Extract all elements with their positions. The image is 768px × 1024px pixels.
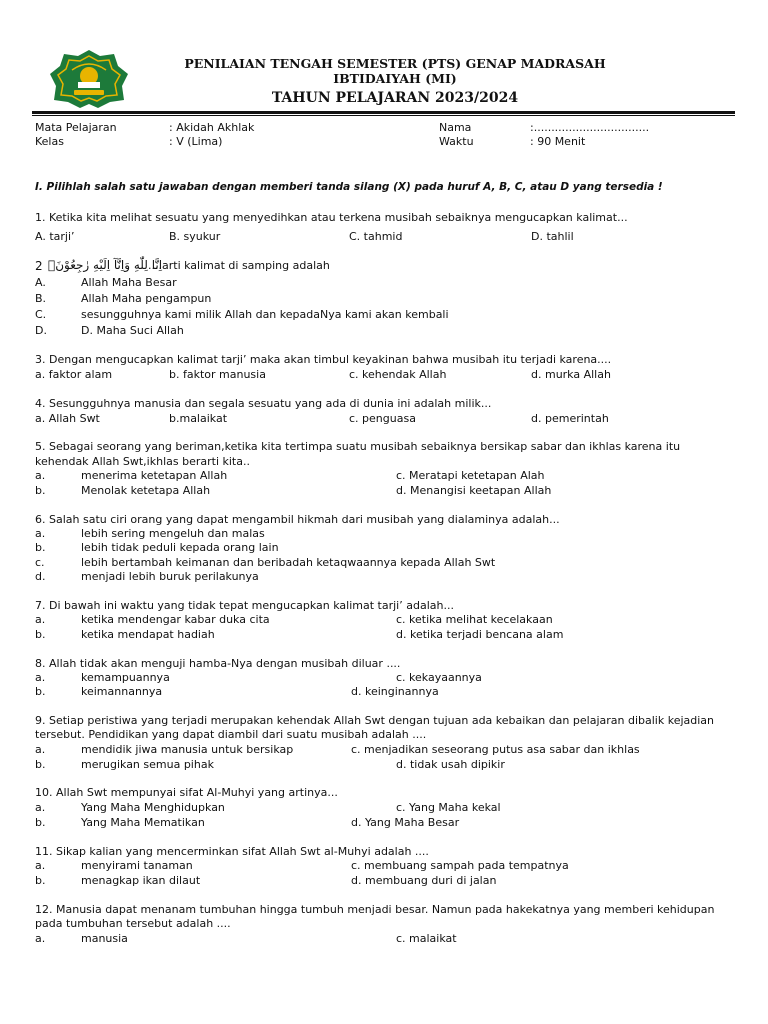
q7-option-d[interactable]: d. ketika terjadi bencana alam xyxy=(396,628,564,641)
q7-letter-a: a. xyxy=(35,613,46,626)
question-5-text-line1: 5. Sebagai seorang yang beriman,ketika kita tertimpa suatu musibah sebaiknya bersikap sabar dan ikhlas karena itu xyxy=(35,440,681,453)
q1-option-c[interactable]: C. tahmid xyxy=(349,230,403,243)
subject-label: Mata Pelajaran xyxy=(35,121,117,134)
q11-option-c[interactable]: c. membuang sampah pada tempatnya xyxy=(351,859,569,872)
q8-option-a[interactable]: kemampuannya xyxy=(81,671,170,684)
q6-letter-d: d. xyxy=(35,570,46,583)
q11-option-d[interactable]: d. membuang duri di jalan xyxy=(351,874,497,887)
q2-letter-a: A. xyxy=(35,276,46,289)
q3-option-b[interactable]: b. faktor manusia xyxy=(169,368,266,381)
question-2-text: ....arti kalimat di samping adalah xyxy=(148,259,330,272)
q9-option-d[interactable]: d. tidak usah dipikir xyxy=(396,758,505,771)
question-12-text-line2: pada tumbuhan tersebut adalah .... xyxy=(35,917,231,930)
q4-option-c[interactable]: c. penguasa xyxy=(349,412,416,425)
q7-letter-b: b. xyxy=(35,628,46,641)
q6-letter-a: a. xyxy=(35,527,46,540)
q5-option-d[interactable]: d. Menangisi keetapan Allah xyxy=(396,484,552,497)
class-label: Kelas xyxy=(35,135,64,148)
q7-option-c[interactable]: c. ketika melihat kecelakaan xyxy=(396,613,553,626)
question-11-text: 11. Sikap kalian yang mencerminkan sifat Allah Swt al-Muhyi adalah .... xyxy=(35,845,429,858)
q2-option-b[interactable]: Allah Maha pengampun xyxy=(81,292,212,305)
question-9-text-line1: 9. Setiap peristiwa yang terjadi merupakan kehendak Allah Swt dengan tujuan ada kebaikan dan pelajaran dibalik kejadian xyxy=(35,714,715,727)
q1-option-b[interactable]: B. syukur xyxy=(169,230,221,243)
exam-title-year: TAHUN PELAJARAN 2023/2024 xyxy=(271,90,519,106)
q10-option-c[interactable]: c. Yang Maha kekal xyxy=(396,801,501,814)
q11-letter-b: b. xyxy=(35,874,46,887)
kemenag-emblem-icon xyxy=(48,48,130,108)
header-rule-thick xyxy=(32,111,735,114)
q6-option-a[interactable]: lebih sering mengeluh dan malas xyxy=(81,527,265,540)
question-4-text: 4. Sesungguhnya manusia dan segala sesuatu yang ada di dunia ini adalah milik... xyxy=(35,397,492,410)
question-6-text: 6. Salah satu ciri orang yang dapat mengambil hikmah dari musibah yang dialaminya adalah... xyxy=(35,513,560,526)
q10-letter-a: a. xyxy=(35,801,46,814)
name-label: Nama xyxy=(439,121,472,134)
q2-letter-b: B. xyxy=(35,292,47,305)
time-label: Waktu xyxy=(439,135,474,148)
q8-letter-b: b. xyxy=(35,685,46,698)
name-field[interactable]: :................................. xyxy=(530,121,650,134)
q6-option-d[interactable]: menjadi lebih buruk perilakunya xyxy=(81,570,259,583)
q4-option-a[interactable]: a. Allah Swt xyxy=(35,412,100,425)
q10-option-b[interactable]: Yang Maha Mematikan xyxy=(81,816,205,829)
q10-option-a[interactable]: Yang Maha Menghidupkan xyxy=(81,801,225,814)
exam-title-line1: PENILAIAN TENGAH SEMESTER (PTS) GENAP MADRASAH xyxy=(184,56,606,71)
q9-option-c[interactable]: c. menjadikan seseorang putus asa sabar dan ikhlas xyxy=(351,743,640,756)
q9-letter-a: a. xyxy=(35,743,46,756)
question-10-text: 10. Allah Swt mempunyai sifat Al-Muhyi yang artinya... xyxy=(35,786,338,799)
question-1-text: 1. Ketika kita melihat sesuatu yang menyedihkan atau terkena musibah sebaiknya mengucapkan kalimat... xyxy=(35,211,628,224)
q5-option-a[interactable]: menerima ketetapan Allah xyxy=(81,469,228,482)
q4-option-d[interactable]: d. pemerintah xyxy=(531,412,609,425)
q2-option-c[interactable]: sesungguhnya kami milik Allah dan kepadaNya kami akan kembali xyxy=(81,308,449,321)
q3-option-a[interactable]: a. faktor alam xyxy=(35,368,113,381)
q7-option-a[interactable]: ketika mendengar kabar duka cita xyxy=(81,613,270,626)
q5-option-c[interactable]: c. Meratapi ketetapan Alah xyxy=(396,469,545,482)
class-value: : V (Lima) xyxy=(169,135,223,148)
q10-option-d[interactable]: d. Yang Maha Besar xyxy=(351,816,460,829)
q5-letter-a: a. xyxy=(35,469,46,482)
q6-option-c[interactable]: lebih bertambah keimanan dan beribadah ketaqwaannya kepada Allah Swt xyxy=(81,556,496,569)
header-rule-thin xyxy=(32,115,735,116)
question-5-text-line2: kehendak Allah Swt,ikhlas berarti kita.. xyxy=(35,455,250,468)
question-7-text: 7. Di bawah ini waktu yang tidak tepat mengucapkan kalimat tarji’ adalah... xyxy=(35,599,454,612)
q7-option-b[interactable]: ketika mendapat hadiah xyxy=(81,628,215,641)
q11-option-a[interactable]: menyirami tanaman xyxy=(81,859,193,872)
question-2-number: 2 xyxy=(35,259,43,273)
q9-option-a[interactable]: mendidik jiwa manusia untuk bersikap xyxy=(81,743,294,756)
q5-letter-b: b. xyxy=(35,484,46,497)
q2-option-d[interactable]: D. Maha Suci Allah xyxy=(81,324,184,337)
question-2-arabic: اِنَّا لِلّٰهِ وَاِنَّآ اِلَيْهِ رٰجِعُوْنَۗ xyxy=(48,258,163,272)
exam-title-line2: IBTIDAIYAH (MI) xyxy=(333,71,457,86)
q3-option-c[interactable]: c. kehendak Allah xyxy=(349,368,447,381)
q2-letter-d: D. xyxy=(35,324,47,337)
q6-letter-c: c. xyxy=(35,556,45,569)
q9-option-b[interactable]: merugikan semua pihak xyxy=(81,758,214,771)
q5-option-b[interactable]: Menolak ketetapa Allah xyxy=(81,484,211,497)
q2-option-a[interactable]: Allah Maha Besar xyxy=(81,276,177,289)
q8-letter-a: a. xyxy=(35,671,46,684)
subject-value: : Akidah Akhlak xyxy=(169,121,255,134)
q1-option-a[interactable]: A. tarji’ xyxy=(35,230,75,243)
q2-letter-c: C. xyxy=(35,308,47,321)
question-12-text-line1: 12. Manusia dapat menanam tumbuhan hingga tumbuh menjadi besar. Namun pada hakekatnya yang memberi kehidupan xyxy=(35,903,715,916)
q12-letter-a: a. xyxy=(35,932,46,945)
q8-option-c[interactable]: c. kekayaannya xyxy=(396,671,482,684)
q11-option-b[interactable]: menagkap ikan dilaut xyxy=(81,874,201,887)
question-3-text: 3. Dengan mengucapkan kalimat tarji’ maka akan timbul keyakinan bahwa musibah itu terjadi karena.... xyxy=(35,353,612,366)
q4-option-b[interactable]: b.malaikat xyxy=(169,412,228,425)
q6-letter-b: b. xyxy=(35,541,46,554)
q11-letter-a: a. xyxy=(35,859,46,872)
q12-option-c[interactable]: c. malaikat xyxy=(396,932,457,945)
q12-option-a[interactable]: manusia xyxy=(81,932,128,945)
question-9-text-line2: tersebut. Pendidikan yang dapat diambil dari suatu musibah adalah .... xyxy=(35,728,427,741)
q8-option-b[interactable]: keimannannya xyxy=(81,685,163,698)
q9-letter-b: b. xyxy=(35,758,46,771)
q1-option-d[interactable]: D. tahlil xyxy=(531,230,574,243)
time-value: : 90 Menit xyxy=(530,135,586,148)
q3-option-d[interactable]: d. murka Allah xyxy=(531,368,611,381)
q10-letter-b: b. xyxy=(35,816,46,829)
q8-option-d[interactable]: d. keinginannya xyxy=(351,685,439,698)
question-8-text: 8. Allah tidak akan menguji hamba-Nya dengan musibah diluar .... xyxy=(35,657,401,670)
instruction-text: I. Pilihlah salah satu jawaban dengan memberi tanda silang (X) pada huruf A, B, C, atau D yang tersedia ! xyxy=(35,181,663,193)
exam-title-block xyxy=(130,56,660,108)
q6-option-b[interactable]: lebih tidak peduli kepada orang lain xyxy=(81,541,279,554)
